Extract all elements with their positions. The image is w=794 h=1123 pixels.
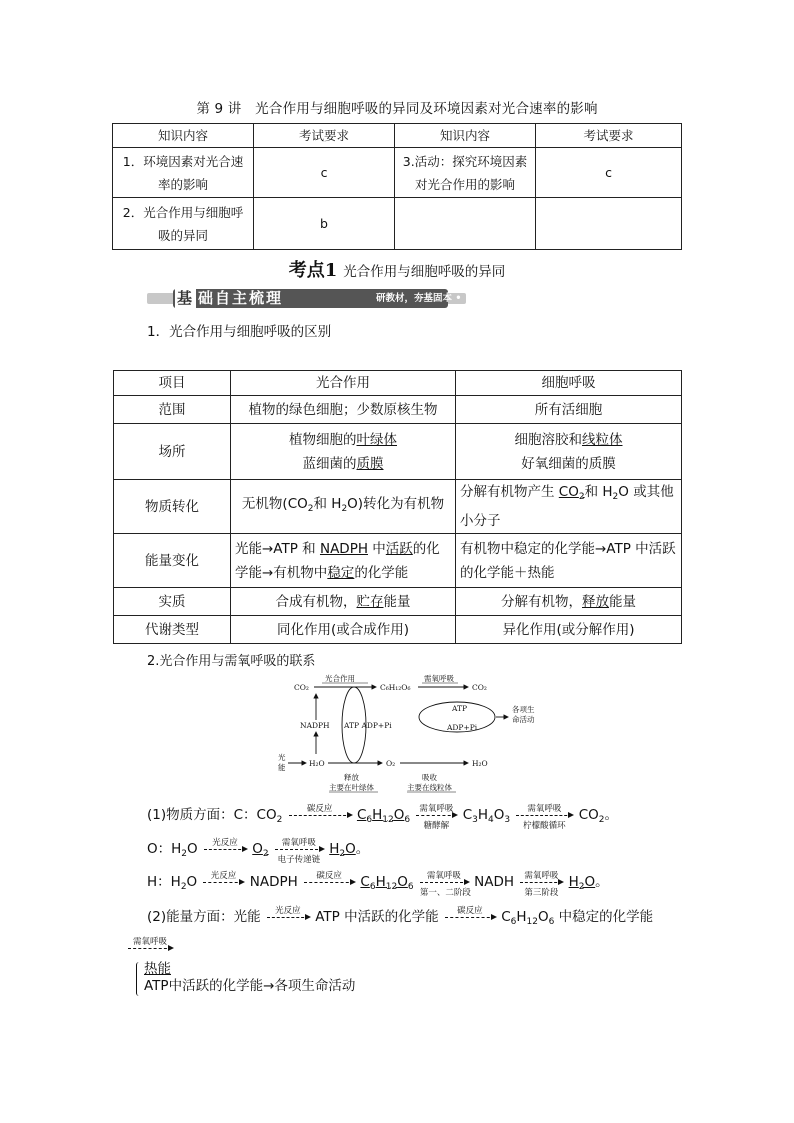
table-row <box>114 588 682 616</box>
table-cell: 分解有机物，释放能量 <box>456 588 682 616</box>
table-row <box>114 534 682 588</box>
table-cell: 有机物中稳定的化学能→ATP 中活跃的化学能＋热能 <box>456 534 682 588</box>
diagram-h2o-right: H₂O <box>472 759 488 768</box>
table-cell: c <box>536 148 682 198</box>
comparison-table <box>113 370 682 644</box>
diagram-nadph: NADPH <box>300 721 330 730</box>
row-label: 场所 <box>114 424 231 480</box>
table-header: 考试要求 <box>254 124 395 148</box>
brace-icon <box>136 962 139 996</box>
table-header: 知识内容 <box>395 124 536 148</box>
svg-text:能: 能 <box>278 763 286 772</box>
diagram-release: 释放 <box>344 773 359 782</box>
table-row <box>114 396 682 424</box>
section-label: 考点 <box>288 260 325 281</box>
table-header: 项目 <box>114 371 231 396</box>
table-header: 光合作用 <box>231 371 456 396</box>
table-row <box>114 480 682 534</box>
energy-line: (2)能量方面：光能 光反应 ATP 中活跃的化学能 碳反应 $C_6H_{12}O_6$ 中稳定的化学能 <box>147 905 654 927</box>
heading-relationship: 2.光合作用与需氧呼吸的联系 <box>147 654 316 669</box>
energy-outcomes <box>144 961 355 995</box>
table-cell: 光能→ATP 和 NADPH 中活跃的化学能→有机物中稳定的化学能 <box>231 534 456 588</box>
diagram-glucose: C₆H₁₂O₆ <box>380 683 411 692</box>
table-header: 知识内容 <box>113 124 254 148</box>
diagram-h2o-left: H₂O <box>309 759 325 768</box>
table-cell: 1．环境因素对光合速率的影响 <box>113 148 254 198</box>
diagram-life: 各项生 <box>512 705 535 714</box>
material-oxygen-line: O：$H_2O$ 光反应 $O_2$ 需氧呼吸 电子传递链 $H_2O$。 <box>147 837 370 865</box>
table-cell: 3.活动：探究环境因素对光合作用的影响 <box>395 148 536 198</box>
table-cell: b <box>254 198 395 250</box>
diagram-release-site: 主要在叶绿体 <box>329 783 374 792</box>
photosynthesis-respiration-diagram <box>272 670 572 795</box>
table-cell: 植物细胞的叶绿体 蓝细菌的质膜 <box>231 424 456 480</box>
row-label: 物质转化 <box>114 480 231 534</box>
table-cell: 植物的绿色细胞；少数原核生物 <box>231 396 456 424</box>
table-cell <box>395 198 536 250</box>
diagram-co2-right: CO₂ <box>472 683 487 692</box>
heading-comparison: 1．光合作用与细胞呼吸的区别 <box>147 324 332 340</box>
energy-respiration-arrow: 需氧呼吸 <box>128 940 172 956</box>
row-label: 范围 <box>114 396 231 424</box>
table-cell: 分解有机物产生 $CO_2$和 $H_2O$ 或其他小分子 <box>456 480 682 534</box>
table-cell: 无机物($CO_2$和 $H_2O$)转化为有机物 <box>231 480 456 534</box>
page-title: 第 9 讲 光合作用与细胞呼吸的异同及环境因素对光合速率的影响 <box>196 101 598 117</box>
diagram-o2: O₂ <box>386 759 396 768</box>
table-header-row <box>114 371 682 396</box>
table-header: 考试要求 <box>536 124 682 148</box>
table-cell: 细胞溶胶和线粒体 好氧细菌的质膜 <box>456 424 682 480</box>
diagram-absorb: 吸收 <box>422 773 437 782</box>
material-hydrogen-line: H：$H_2O$ 光反应 NADPH 碳反应 $C_6H_{12}O_6$ 需氧呼吸 第一、二阶段 NADH 需氧呼吸 第三阶段 $H_2O$。 <box>147 870 609 898</box>
section-banner <box>147 289 466 308</box>
diagram-co2-left: CO₂ <box>294 683 309 692</box>
atp-line: ATP中活跃的化学能→各项生命活动 <box>144 978 356 994</box>
table-cell: 同化作用(或合成作用) <box>231 616 456 644</box>
diagram-photo-label: 光合作用 <box>325 674 355 683</box>
table-cell: c <box>254 148 395 198</box>
table-cell: 所有活细胞 <box>456 396 682 424</box>
diagram-light: 光 <box>278 753 286 762</box>
material-carbon-line: (1)物质方面：C：$CO_2$ 碳反应 $C_6H_{12}O_6$ 需氧呼吸 糖酵解 $C_3H_4O_3$ 需氧呼吸 柠檬酸循环 $CO_2$。 <box>147 803 619 831</box>
table-header-row <box>113 124 682 148</box>
diagram-absorb-site: 主要在线粒体 <box>407 783 452 792</box>
table-row <box>113 198 682 250</box>
requirements-table <box>112 123 682 250</box>
table-header: 细胞呼吸 <box>456 371 682 396</box>
section-number: 1 <box>324 260 338 281</box>
banner-slogan: 研教材，夯基固本 • <box>376 293 462 304</box>
table-cell: 异化作用(或分解作用) <box>456 616 682 644</box>
diagram-atp: ATP <box>452 704 468 713</box>
table-row <box>114 616 682 644</box>
heat-label: 热能 <box>144 961 171 977</box>
svg-text:命活动: 命活动 <box>512 715 535 724</box>
diagram-resp-label: 需氧呼吸 <box>424 674 454 683</box>
table-cell: 2．光合作用与细胞呼吸的异同 <box>113 198 254 250</box>
section-text: 光合作用与细胞呼吸的异同 <box>343 264 506 280</box>
table-row <box>113 148 682 198</box>
section-heading <box>0 256 794 282</box>
diagram-adp: ADP+Pi <box>447 723 478 732</box>
table-row <box>114 424 682 480</box>
banner-label: 基 础自主梳理 <box>177 289 284 307</box>
row-label: 代谢类型 <box>114 616 231 644</box>
row-label: 能量变化 <box>114 534 231 588</box>
table-cell: 合成有机物，贮存能量 <box>231 588 456 616</box>
diagram-atp-adp: ATP ADP+Pi <box>344 721 392 730</box>
row-label: 实质 <box>114 588 231 616</box>
table-cell <box>536 198 682 250</box>
